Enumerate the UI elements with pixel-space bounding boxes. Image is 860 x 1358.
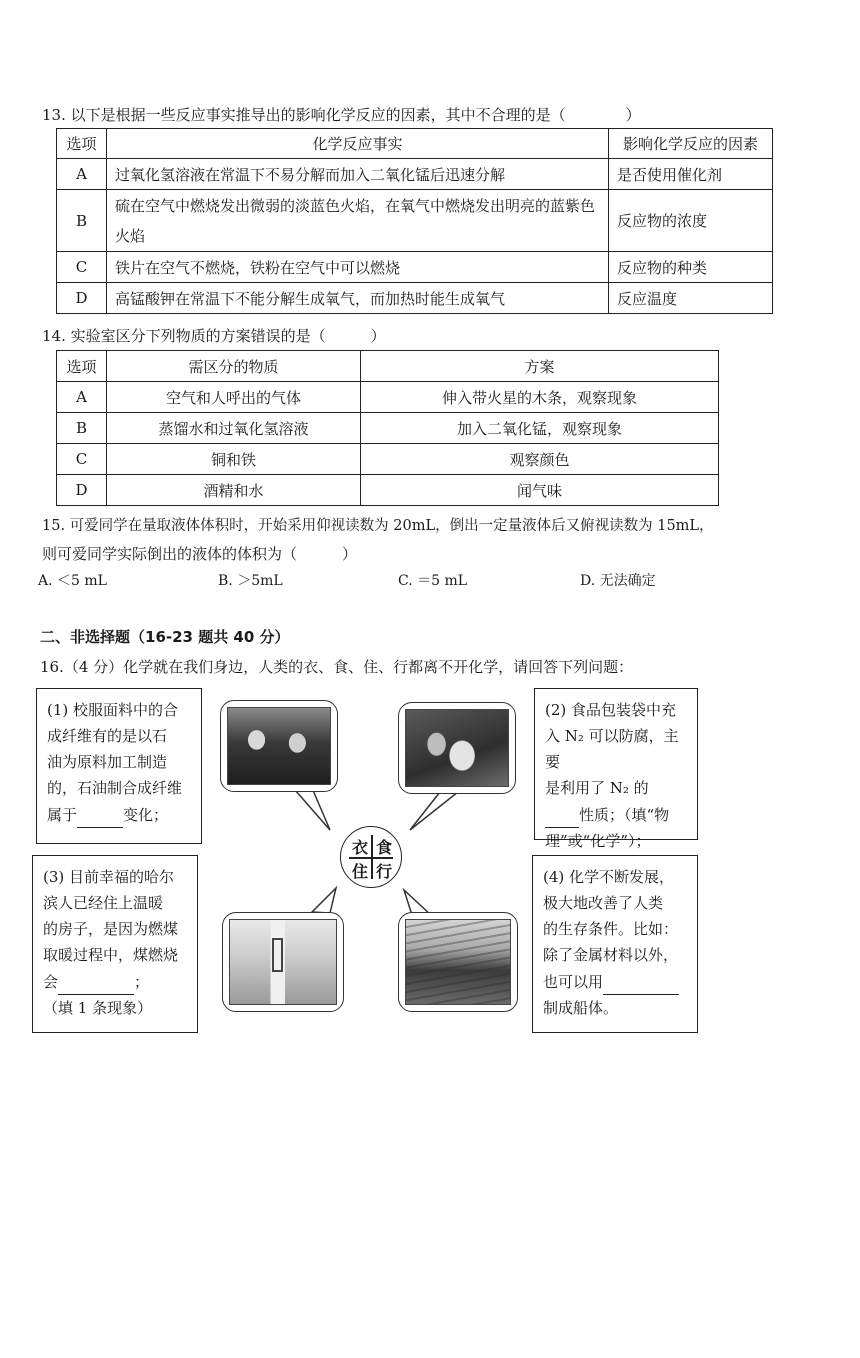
q16-box4-line2: 极大地改善了人类 [543,894,664,912]
q14-row-c-method: 观察颜色 [361,444,719,475]
hub-label-housing: 住 [351,862,368,881]
travel-photo-bubble [398,912,518,1012]
q16-box3-last: （填 1 条现象） [43,999,153,1017]
q14-row-a-method: 伸入带火星的木条，观察现象 [361,382,719,413]
q16-box3-before-blank: 会 [43,973,59,991]
q16-box1-before-blank: 属于 [47,806,78,824]
q13-header-option: 选项 [57,129,107,159]
q13-row-c-option: C [57,252,107,283]
q16-box2-after-blank: 性质；（填“物 [579,806,670,824]
q16-box1-line3: 油为原料加工制造 [47,753,168,771]
q14-row-d-option: D [57,475,107,506]
q16-box2-line2: 入 N₂ 可以防腐，主要 [545,727,679,771]
q13-row-a-factor: 是否使用催化剂 [609,159,773,190]
q15-option-a: A. ＜5 mL [38,573,107,589]
q16-box3-line3: 的房子，是因为燃煤 [43,920,179,938]
q14-header-option: 选项 [57,351,107,382]
section-heading: 二、非选择题（16-23 题共 40 分） [40,628,290,646]
connector-housing [312,888,336,913]
q16-box1-line4: 的，石油制合成纤维 [47,779,183,797]
q14-row-a-option: A [57,382,107,413]
q14-header-method: 方案 [361,351,719,382]
hub-label-clothing: 衣 [351,838,368,857]
q14-header-substance: 需区分的物质 [107,351,361,382]
connector-food [410,792,458,830]
hub-label-travel: 行 [375,862,392,881]
q16-box4-last: 制成船体。 [543,999,619,1017]
q14-row-c-substance: 铜和铁 [107,444,361,475]
q13-row-c-factor: 反应物的种类 [609,252,773,283]
q14-row-b-method: 加入二氧化锰，观察现象 [361,413,719,444]
q13-row-b-factor: 反应物的浓度 [609,190,773,252]
q16-box3-after-blank: ； [134,973,150,991]
q16-box4-line4: 除了金属材料以外， [543,946,679,964]
q16-box1-after-blank: 变化； [123,806,169,824]
q16-box4-line3: 的生存条件。比如： [543,920,679,938]
housing-photo [229,919,337,1005]
q16-box2-line3: 是利用了 N₂ 的 [545,779,649,797]
q15-option-c: C. ＝5 mL [398,573,468,589]
q14-row-c-option: C [57,444,107,475]
q13-row-b-fact: 硫在空气中燃烧发出微弱的淡蓝色火焰，在氧气中燃烧发出明亮的蓝紫色火焰 [107,190,609,252]
q14-row-d-method: 闻气味 [361,475,719,506]
q16-box3-line4: 取暖过程中，煤燃烧 [43,946,179,964]
connector-clothing [295,788,330,830]
clothing-photo-bubble [220,700,338,792]
q16-box3-line1: (3) 目前幸福的哈尔 [43,868,175,886]
q13-row-a-option: A [57,159,107,190]
q14-row-b-substance: 蒸馏水和过氧化氢溶液 [107,413,361,444]
q16-box4-line1: (4) 化学不断发展， [543,868,675,886]
q16-box1-line2: 成纤维有的是以石 [47,727,168,745]
q14-row-a-substance: 空气和人呼出的气体 [107,382,361,413]
q13-row-d-fact: 高锰酸钾在常温下不能分解生成氧气，而加热时能生成氧气 [107,283,609,314]
q15-line1: 15. 可爱同学在量取液体体积时，开始采用仰视读数为 20mL，倒出一定量液体后又俯视读数为 15mL， [42,518,714,534]
hub-circle [340,826,402,888]
q13-title: 13. 以下是根据一些反应事实推导出的影响化学反应的因素，其中不合理的是（ ） [42,106,641,124]
q15-option-d: D. 无法确定 [580,573,656,589]
q13-row-d-option: D [57,283,107,314]
q16-box2-last: 理”或“化学”）； [545,832,651,850]
q13-header-factor: 影响化学反应的因素 [609,129,773,159]
q14-row-b-option: B [57,413,107,444]
housing-photo-bubble [222,912,344,1012]
q14-title: 14. 实验室区分下列物质的方案错误的是（ ） [42,327,386,345]
q16-box1-line1: (1) 校服面料中的合 [47,701,179,719]
q13-row-d-factor: 反应温度 [609,283,773,314]
q13-header-fact: 化学反应事实 [107,129,609,159]
q13-row-b-option: B [57,190,107,252]
q16-box4-before-blank: 也可以用 [543,973,604,991]
q13-row-c-fact: 铁片在空气不燃烧，铁粉在空气中可以燃烧 [107,252,609,283]
hub-label-food: 食 [375,838,392,857]
clothing-photo [227,707,331,785]
food-photo [405,709,509,787]
q14-row-d-substance: 酒精和水 [107,475,361,506]
q16-title: 16.（4 分）化学就在我们身边，人类的衣、食、住、行都离不开化学，请回答下列问题： [40,658,634,676]
food-photo-bubble [398,702,516,794]
q13-row-a-fact: 过氧化氢溶液在常温下不易分解而加入二氧化锰后迅速分解 [107,159,609,190]
travel-photo [405,919,511,1005]
q16-box2-line1: (2) 食品包装袋中充 [545,701,677,719]
q16-box3-line2: 滨人已经住上温暖 [43,894,164,912]
radiator-shape [272,938,283,972]
q15-option-b: B. ＞5mL [218,573,283,589]
q15-line2: 则可爱同学实际倒出的液体的体积为（ ） [42,545,358,563]
